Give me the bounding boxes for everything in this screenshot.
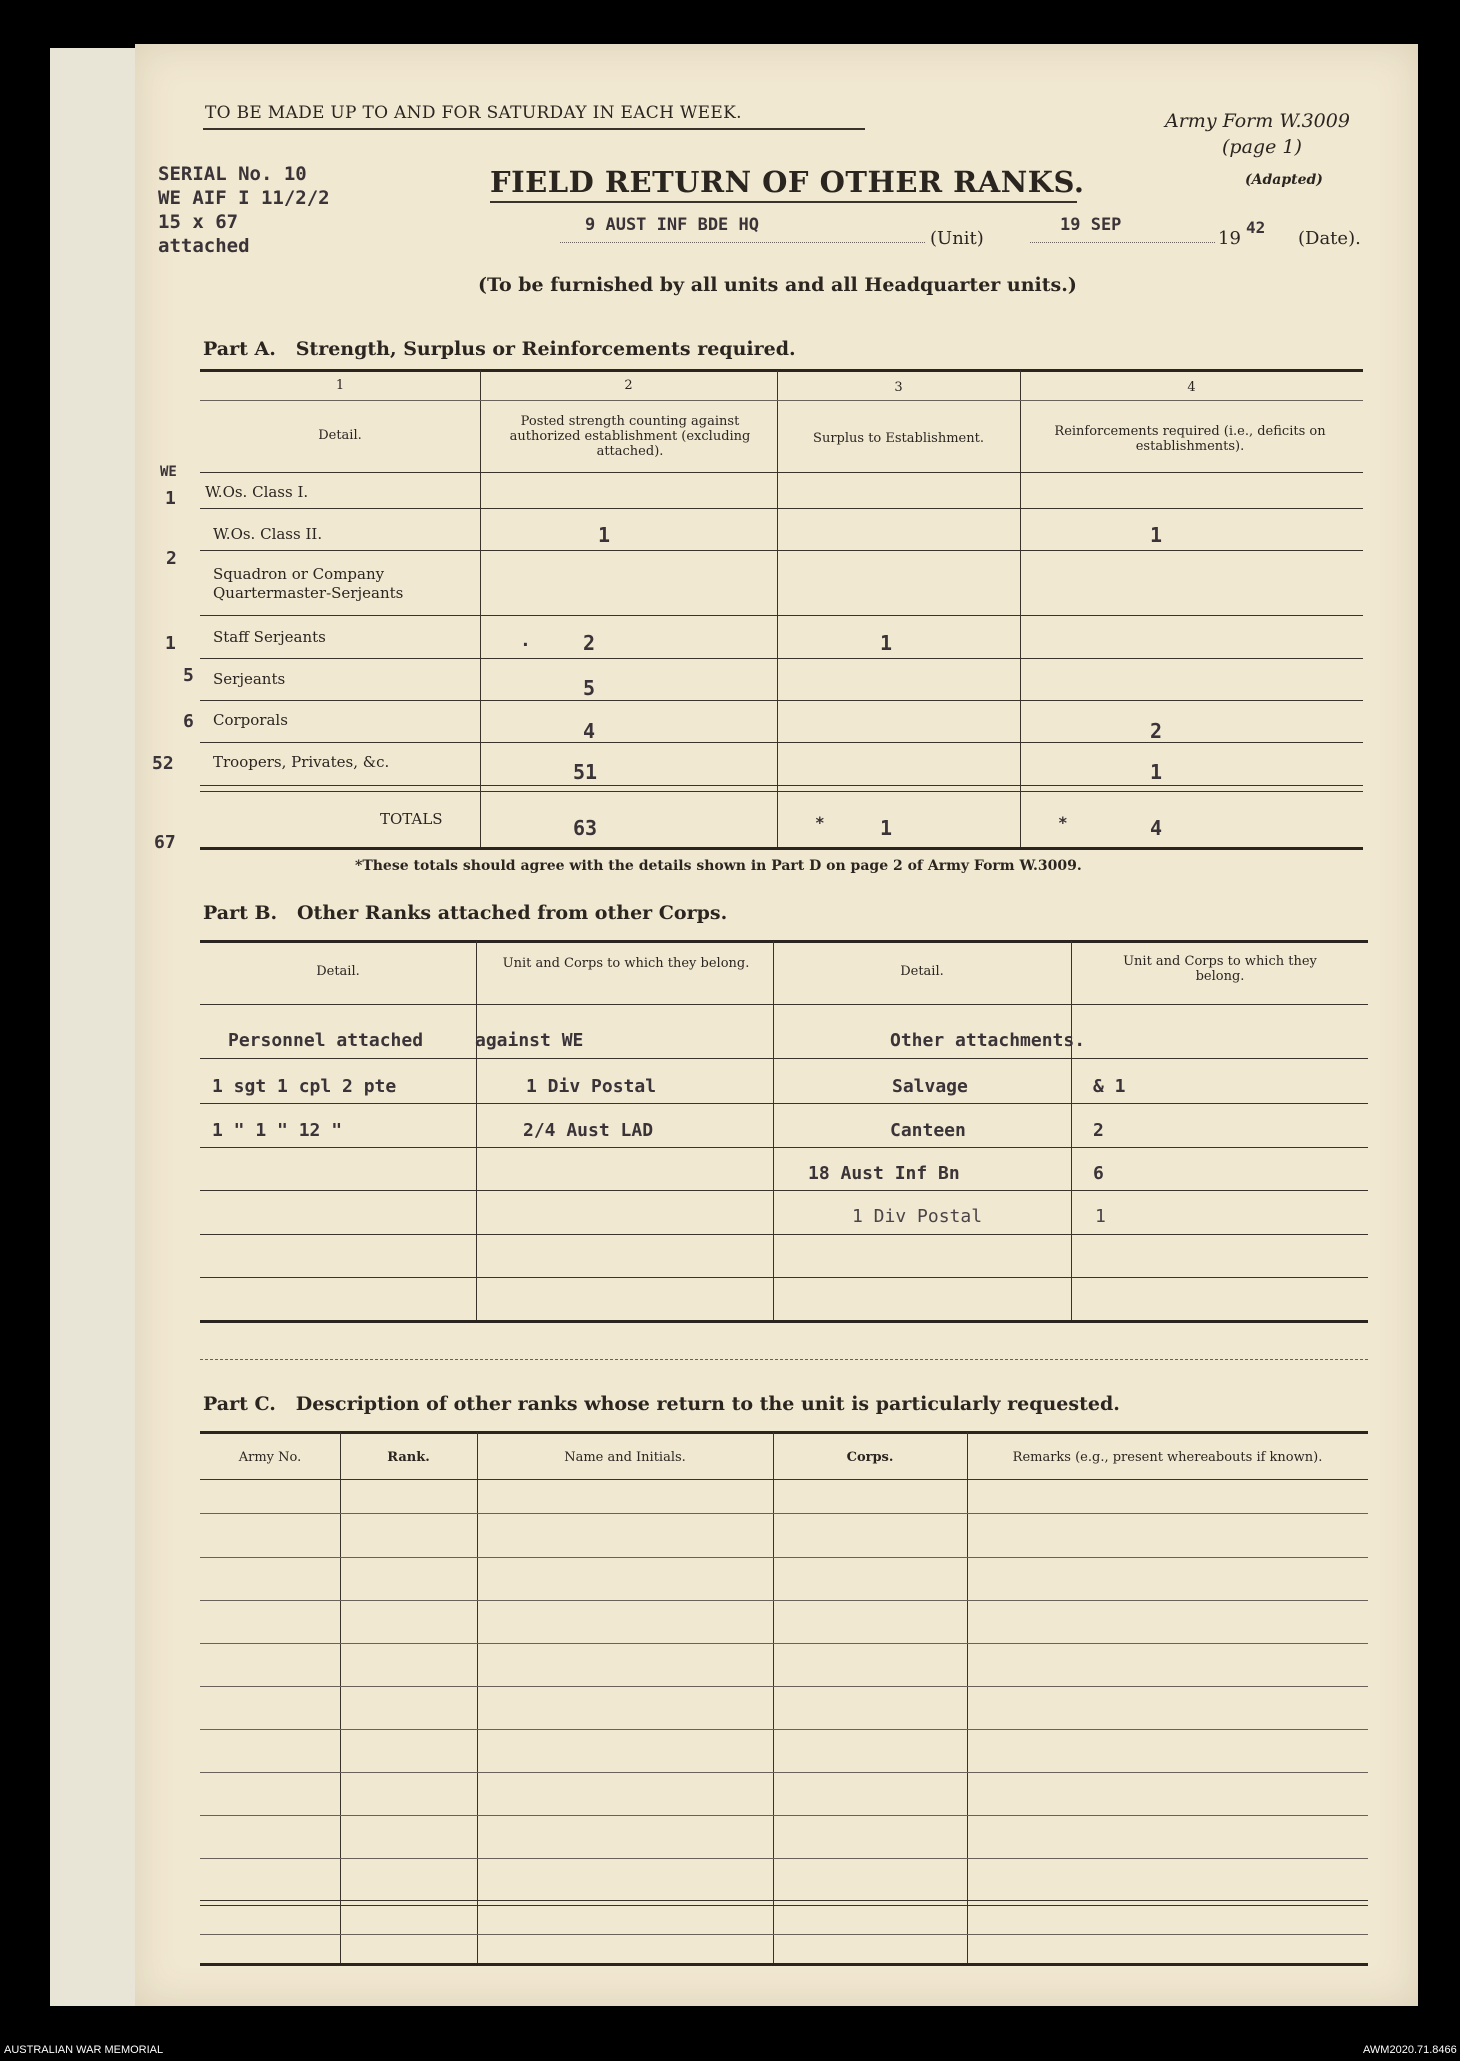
part-b-header-rule [200, 1004, 1368, 1005]
attached-detail: Salvage [892, 1076, 968, 1097]
row-rule [200, 1277, 1368, 1278]
part-a-bottom-rule [200, 847, 1363, 850]
part-c-col-divider-1 [340, 1432, 341, 1964]
part-c-heading: Part C. Description of other ranks whose return to the unit is particularly requested. [203, 1393, 1120, 1415]
instruction-line: TO BE MADE UP TO AND FOR SATURDAY IN EACH WEEK. [205, 103, 742, 123]
attached-unit: 2/4 Aust LAD [523, 1120, 654, 1141]
row-rule [200, 1147, 1368, 1148]
row-rule [200, 700, 1363, 701]
part-a-header-rule [200, 472, 1363, 473]
title-underline [490, 201, 1077, 203]
form-number: Army Form W.3009 [1165, 110, 1350, 132]
row-rule [200, 1643, 1368, 1644]
part-c-header-rule [200, 1479, 1368, 1480]
posted-corporals: 4 [583, 719, 596, 743]
date-dotted-line [1030, 242, 1215, 243]
row-rule [200, 1103, 1368, 1104]
col-number-2: 2 [624, 378, 633, 393]
form-title: FIELD RETURN OF OTHER RANKS. [490, 165, 1085, 199]
page-number: (page 1) [1222, 136, 1302, 158]
posted-total: 63 [573, 816, 598, 840]
furnish-note: (To be furnished by all units and all Headquarter units.) [478, 274, 1077, 296]
part-b-top-rule [200, 940, 1368, 943]
row-rule [200, 1600, 1368, 1601]
part-c-bottom-rule [200, 1963, 1368, 1966]
col-number-rule [200, 400, 1363, 401]
reinf-corporals: 2 [1150, 719, 1163, 743]
attached-detail: Canteen [890, 1120, 966, 1141]
attached-detail: 1 sgt 1 cpl 2 pte [212, 1076, 397, 1097]
attached-detail: Personnel attached [228, 1030, 424, 1051]
part-a-col-divider-3 [1020, 370, 1021, 848]
row-rule [200, 1905, 1368, 1906]
part-b-heading: Part B. Other Ranks attached from other Corps. [203, 902, 728, 924]
row-rule [200, 1900, 1368, 1901]
part-c-col-divider-4 [967, 1432, 968, 1964]
header-detail: Detail. [318, 428, 362, 443]
unit-label: (Unit) [930, 228, 984, 249]
margin-count: 52 [152, 753, 174, 774]
serial-line-4: attached [158, 235, 250, 257]
posted-staff-sgts: 2 [583, 631, 596, 655]
footer-archive: AUSTRALIAN WAR MEMORIAL [4, 2044, 164, 2056]
unit-value: 9 AUST INF BDE HQ [585, 215, 759, 235]
attached-unit: against WE [475, 1030, 584, 1051]
reinf-privates: 1 [1150, 760, 1163, 784]
row-detail-corporals: Corporals [213, 711, 288, 729]
attached-unit: 1 Div Postal [526, 1076, 657, 1097]
part-b-header-unit-right: Unit and Corps to which they belong. [1123, 954, 1317, 984]
row-rule [200, 508, 1363, 509]
margin-total: 67 [154, 832, 176, 853]
row-rule [200, 1858, 1368, 1859]
cut-line [200, 1359, 1368, 1360]
part-b-col-divider-1 [476, 941, 477, 1321]
part-c-header-remarks: Remarks (e.g., present whereabouts if known). [1012, 1450, 1323, 1465]
attached-detail: 18 Aust Inf Bn [808, 1163, 960, 1184]
row-rule [200, 1557, 1368, 1558]
part-c-header-name: Name and Initials. [564, 1450, 686, 1465]
reinf-total: 4 [1150, 816, 1163, 840]
row-rule [200, 1513, 1368, 1514]
row-detail-sgts: Serjeants [213, 670, 286, 688]
margin-count: 1 [165, 488, 176, 509]
row-rule [200, 1934, 1368, 1935]
part-a-col-divider-1 [480, 370, 481, 848]
row-detail-cqms-text: Squadron or Company Quartermaster-Serjeants [213, 565, 404, 602]
attached-detail: 1 Div Postal [852, 1206, 983, 1227]
part-b-header-detail-right: Detail. [900, 964, 944, 979]
row-rule [200, 785, 1363, 786]
serial-line-3: 15 x 67 [158, 211, 239, 233]
attached-unit: & 1 [1093, 1076, 1126, 1097]
serial-line-2: WE AIF I 11/2/2 [158, 187, 330, 209]
part-b-header-unit-left: Unit and Corps to which they belong. [502, 956, 750, 971]
row-rule [200, 1190, 1368, 1191]
row-rule [200, 615, 1363, 616]
adapted-label: (Adapted) [1245, 172, 1323, 188]
row-detail-cqms [213, 565, 463, 603]
row-detail-privates: Troopers, Privates, &c. [213, 753, 390, 771]
row-detail-staff-sgts: Staff Serjeants [213, 628, 326, 646]
part-c-header-army-no: Army No. [238, 1450, 302, 1465]
header-surplus: Surplus to Establishment. [813, 431, 984, 446]
year-prefix: 19 [1218, 228, 1241, 249]
attached-unit: 6 [1093, 1163, 1104, 1184]
attached-detail: 1 " 1 " 12 " [212, 1120, 343, 1141]
star-mark: * [1058, 813, 1068, 832]
serial-line-1: SERIAL No. 10 [158, 163, 307, 185]
part-b-col-divider-2 [773, 941, 774, 1321]
posted-sgts: 5 [583, 676, 596, 700]
row-rule [200, 742, 1363, 743]
totals-footnote: *These totals should agree with the details shown in Part D on page 2 of Army Form W.3009. [355, 858, 1082, 874]
posted-wo-class-2: 1 [598, 523, 611, 547]
col-number-1: 1 [335, 378, 345, 393]
instruction-underline [203, 128, 865, 130]
totals-label: TOTALS [380, 810, 443, 828]
totals-double-rule [200, 791, 1363, 792]
header-posted: Posted strength counting against authorized establishment (excluding attached). [509, 414, 751, 459]
part-c-top-rule [200, 1431, 1368, 1434]
star-mark: * [815, 813, 825, 832]
part-b-bottom-rule [200, 1320, 1368, 1323]
part-a-top-rule [200, 369, 1363, 372]
row-rule [200, 658, 1363, 659]
attached-unit: 1 [1095, 1206, 1106, 1227]
part-c-col-divider-2 [477, 1432, 478, 1964]
part-a-heading: Part A. Strength, Surplus or Reinforcements required. [203, 338, 796, 360]
part-b-col-divider-3 [1071, 941, 1072, 1321]
row-detail-wo-class-1: W.Os. Class I. [205, 483, 309, 501]
margin-count: 2 [166, 548, 177, 569]
date-label: (Date). [1298, 228, 1361, 249]
we-margin-label: WE [160, 464, 177, 480]
part-c-header-rank: Rank. [387, 1450, 430, 1465]
attached-unit: 2 [1093, 1120, 1104, 1141]
row-rule [200, 1058, 1368, 1059]
col-number-4: 4 [1187, 380, 1196, 395]
part-b-header-detail-left: Detail. [316, 964, 360, 979]
margin-count: 1 [165, 633, 176, 654]
row-rule [200, 1815, 1368, 1816]
row-rule [200, 550, 1363, 551]
row-rule [200, 1729, 1368, 1730]
row-rule [200, 1772, 1368, 1773]
col-number-3: 3 [894, 380, 903, 395]
row-rule [200, 1234, 1368, 1235]
posted-privates: 51 [573, 760, 598, 784]
part-c-header-corps: Corps. [846, 1450, 894, 1465]
margin-count: 6 [183, 711, 194, 732]
margin-count: 5 [183, 665, 194, 686]
surplus-total: 1 [880, 816, 893, 840]
year-value: 42 [1246, 218, 1266, 237]
row-rule [200, 1686, 1368, 1687]
dot-mark: . [520, 630, 531, 651]
surplus-staff-sgts: 1 [880, 631, 893, 655]
unit-dotted-line [560, 242, 925, 243]
header-reinforcements: Reinforcements required (i.e., deficits on establishments). [1054, 424, 1326, 454]
reinf-wo-class-2: 1 [1150, 523, 1163, 547]
row-detail-wo-class-2: W.Os. Class II. [213, 525, 323, 543]
footer-accession: AWM2020.71.8466 [1363, 2044, 1457, 2056]
part-c-col-divider-3 [773, 1432, 774, 1964]
serial-stamp [158, 162, 330, 258]
attached-detail: Other attachments. [890, 1030, 1086, 1051]
date-value: 19 SEP [1060, 215, 1122, 235]
